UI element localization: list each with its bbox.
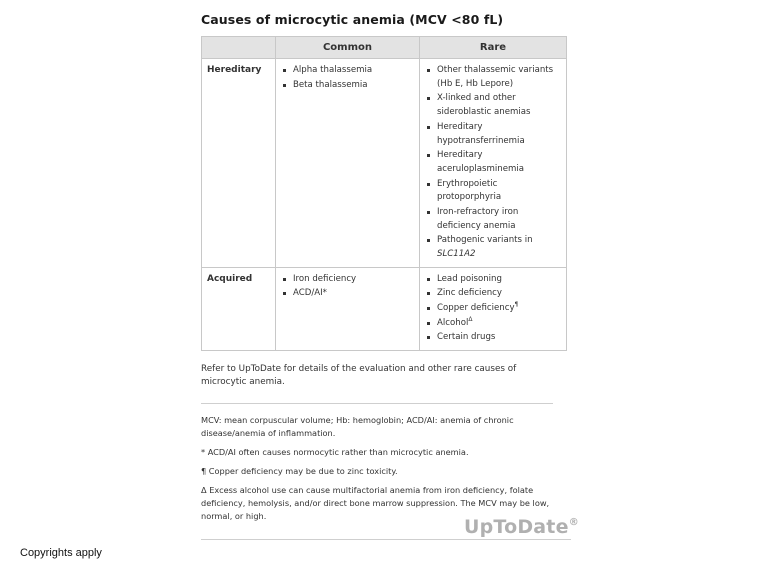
delta-mark: Δ bbox=[468, 315, 473, 323]
cell-hereditary-common bbox=[276, 59, 420, 268]
list-item: Certain drugs bbox=[425, 331, 561, 345]
table-row-acquired bbox=[202, 267, 567, 350]
list-item: Hereditary aceruloplasminemia bbox=[425, 149, 561, 177]
header-empty bbox=[202, 37, 276, 59]
document bbox=[201, 12, 567, 529]
footnote-pilcrow: ¶ Copper deficiency may be due to zinc toxicity. bbox=[201, 465, 398, 476]
gene-name: SLC11A2 bbox=[437, 249, 476, 260]
list-item: Lead poisoning bbox=[425, 273, 561, 287]
alcohol-text: Alcohol bbox=[437, 317, 469, 328]
list-item-copper bbox=[425, 302, 561, 316]
pathogenic-prefix: Pathogenic variants in bbox=[437, 235, 533, 246]
list-item: Iron-refractory iron deficiency anemia bbox=[425, 206, 561, 234]
list-hereditary-common bbox=[281, 64, 414, 92]
footnote-star: * ACD/AI often causes normocytic rather than microcytic anemia. bbox=[201, 446, 469, 457]
list-item: Beta thalassemia bbox=[281, 79, 414, 93]
list-item-alcohol bbox=[425, 317, 561, 331]
list-hereditary-rare bbox=[425, 64, 561, 262]
registered-mark: ® bbox=[568, 517, 579, 528]
row-label-hereditary: Hereditary bbox=[202, 59, 276, 268]
list-item: Alpha thalassemia bbox=[281, 64, 414, 78]
footnote-delta: Δ Excess alcohol use can cause multifactorial anemia from iron deficiency, folate deficiency, hemolysis, and/or direct bone marrow suppression. The MCV may be low, normal, or high. bbox=[201, 484, 550, 521]
list-item: Hereditary hypotransferrinemia bbox=[425, 121, 561, 149]
list-item: X-linked and other sideroblastic anemias bbox=[425, 92, 561, 120]
table-header-row bbox=[202, 37, 567, 59]
bottom-divider bbox=[201, 539, 571, 540]
reference-note: Refer to UpToDate for details of the evaluation and other rare causes of microcytic anemia. bbox=[201, 363, 517, 388]
header-rare: Rare bbox=[420, 37, 567, 59]
divider bbox=[201, 403, 553, 404]
header-common: Common bbox=[276, 37, 420, 59]
uptodate-logo bbox=[464, 516, 579, 538]
row-label-acquired: Acquired bbox=[202, 267, 276, 350]
list-item-pathogenic bbox=[425, 234, 561, 262]
cell-acquired-common bbox=[276, 267, 420, 350]
list-item: Zinc deficiency bbox=[425, 287, 561, 301]
brand-name: UpToDate bbox=[464, 516, 569, 538]
list-item: Iron deficiency bbox=[281, 273, 414, 287]
causes-table bbox=[201, 36, 567, 351]
footnote-abbreviations: MCV: mean corpuscular volume; Hb: hemoglobin; ACD/AI: anemia of chronic disease/anemia of inflammation. bbox=[201, 414, 514, 438]
list-item: Erythropoietic protoporphyria bbox=[425, 178, 561, 206]
cell-acquired-rare bbox=[420, 267, 567, 350]
copper-text: Copper deficiency bbox=[437, 302, 515, 313]
pilcrow-mark: ¶ bbox=[514, 300, 519, 308]
list-item: ACD/AI* bbox=[281, 287, 414, 301]
list-item: Other thalassemic variants (Hb E, Hb Lepore) bbox=[425, 64, 561, 92]
list-acquired-rare bbox=[425, 273, 561, 345]
cell-hereditary-rare bbox=[420, 59, 567, 268]
page-title: Causes of microcytic anemia (MCV <80 fL) bbox=[201, 12, 504, 27]
table-row-hereditary bbox=[202, 59, 567, 268]
copyright-text: Copyrights apply bbox=[20, 547, 102, 559]
list-acquired-common bbox=[281, 273, 414, 301]
